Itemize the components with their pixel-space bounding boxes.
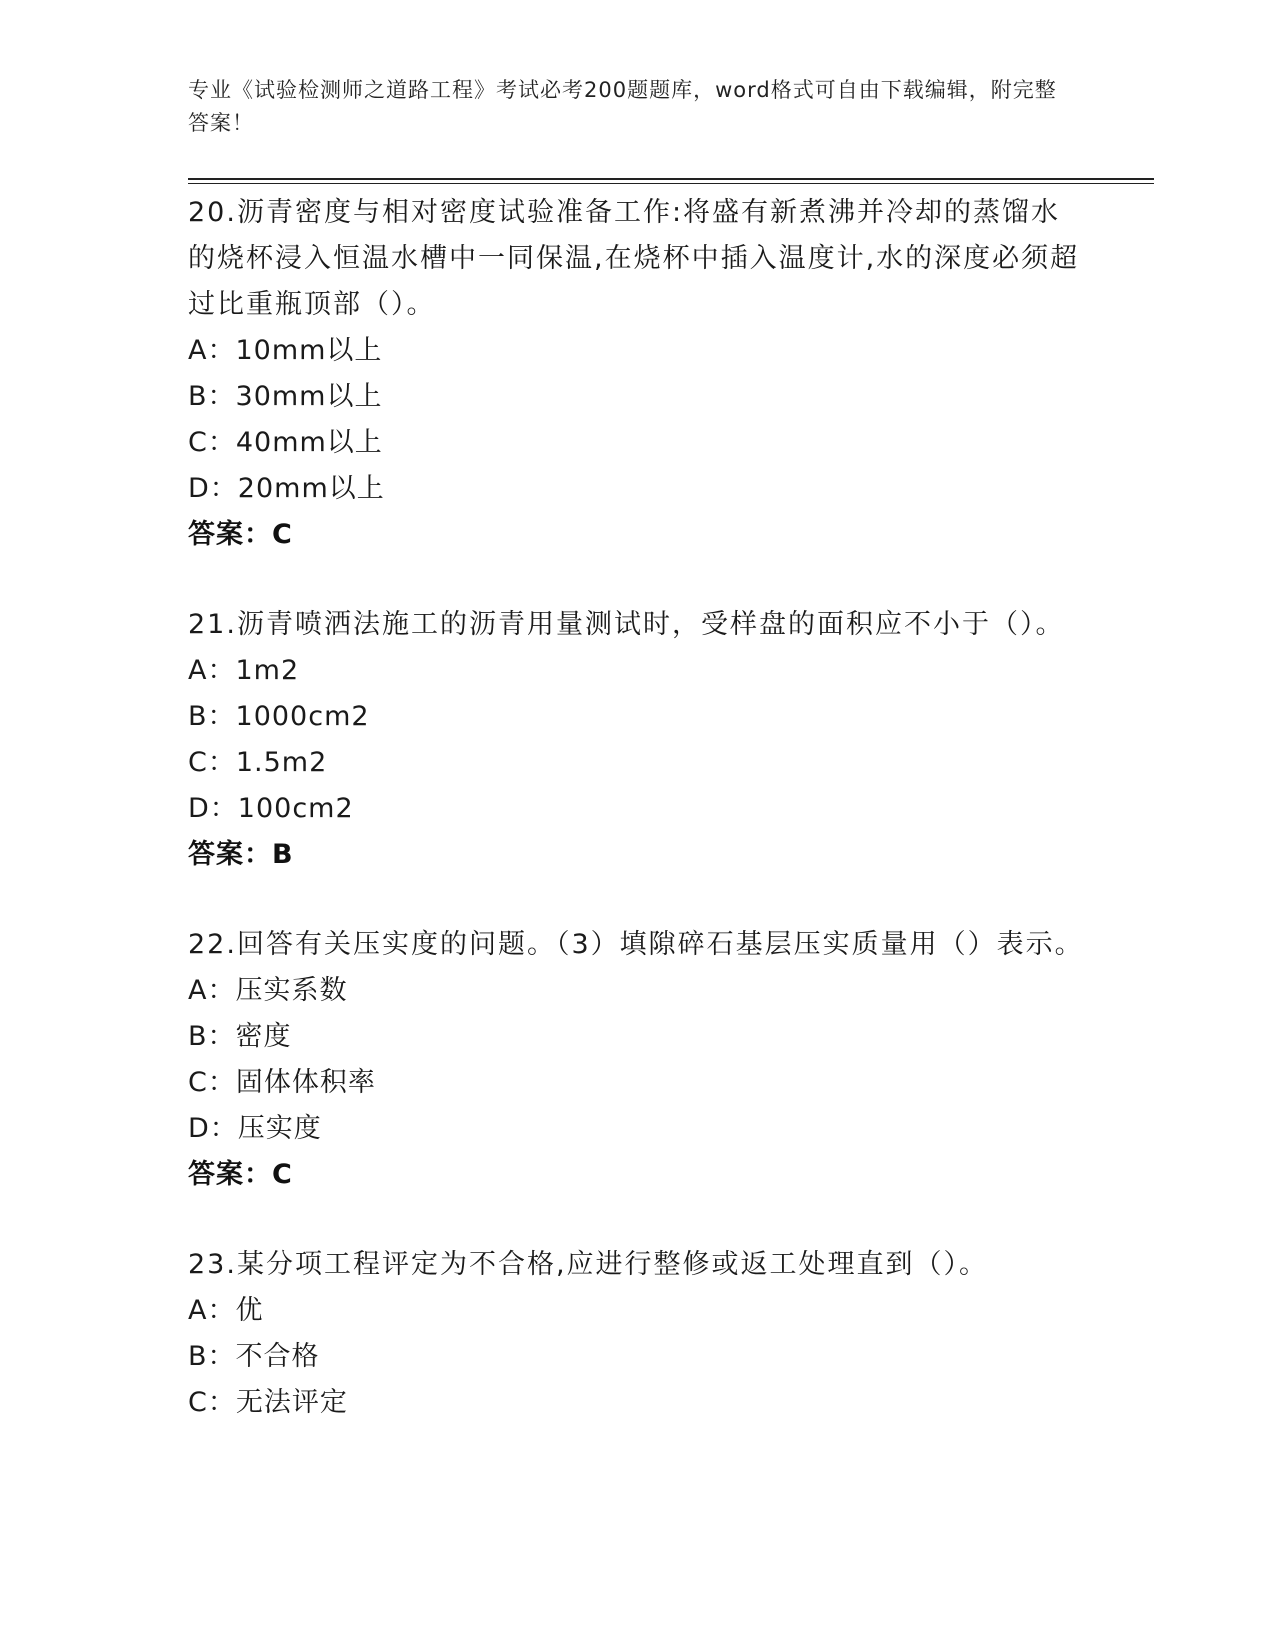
question-stem: 21.沥青喷洒法施工的沥青用量测试时，受样盘的面积应不小于（）。 [188,609,1065,640]
header-divider-thick [188,178,1154,180]
option-a: A：1m2 [188,655,300,686]
option-b: B：密度 [188,1021,292,1052]
option-c: C：1.5m2 [188,747,328,778]
question-stem: 22.回答有关压实度的问题。（3）填隙碎石基层压实质量用（）表示。 [188,929,1084,960]
option-c: C：40mm以上 [188,427,383,458]
spacer [188,558,1088,602]
option-d: D：压实度 [188,1113,322,1144]
question-list [188,190,1088,1426]
question-stem: 23.某分项工程评定为不合格,应进行整修或返工处理直到（）。 [188,1249,989,1280]
answer: 答案：C [188,1159,293,1190]
question-23 [188,1242,1088,1426]
spacer [188,1198,1088,1242]
question-stem: 20.沥青密度与相对密度试验准备工作:将盛有新煮沸并冷却的蒸馏水的烧杯浸入恒温水槽中一同保温,在烧杯中插入温度计,水的深度必须超过比重瓶顶部（）。 [188,197,1080,320]
option-a: A：压实系数 [188,975,348,1006]
question-20 [188,190,1088,558]
spacer [188,878,1088,922]
question-22 [188,922,1088,1198]
option-a: A：优 [188,1295,264,1326]
question-21 [188,602,1088,878]
option-b: B：30mm以上 [188,381,383,412]
option-c: C：无法评定 [188,1387,348,1418]
answer: 答案：C [188,519,293,550]
option-d: D：100cm2 [188,793,354,824]
option-d: D：20mm以上 [188,473,385,504]
option-b: B：1000cm2 [188,701,370,732]
option-c: C：固体体积率 [188,1067,376,1098]
option-b: B：不合格 [188,1341,320,1372]
answer: 答案：B [188,839,294,870]
option-a: A：10mm以上 [188,335,383,366]
header-divider-thin [188,183,1154,184]
document-header: 专业《试验检测师之道路工程》考试必考200题题库，word格式可自由下载编辑，附完整答案！ [188,78,1057,135]
